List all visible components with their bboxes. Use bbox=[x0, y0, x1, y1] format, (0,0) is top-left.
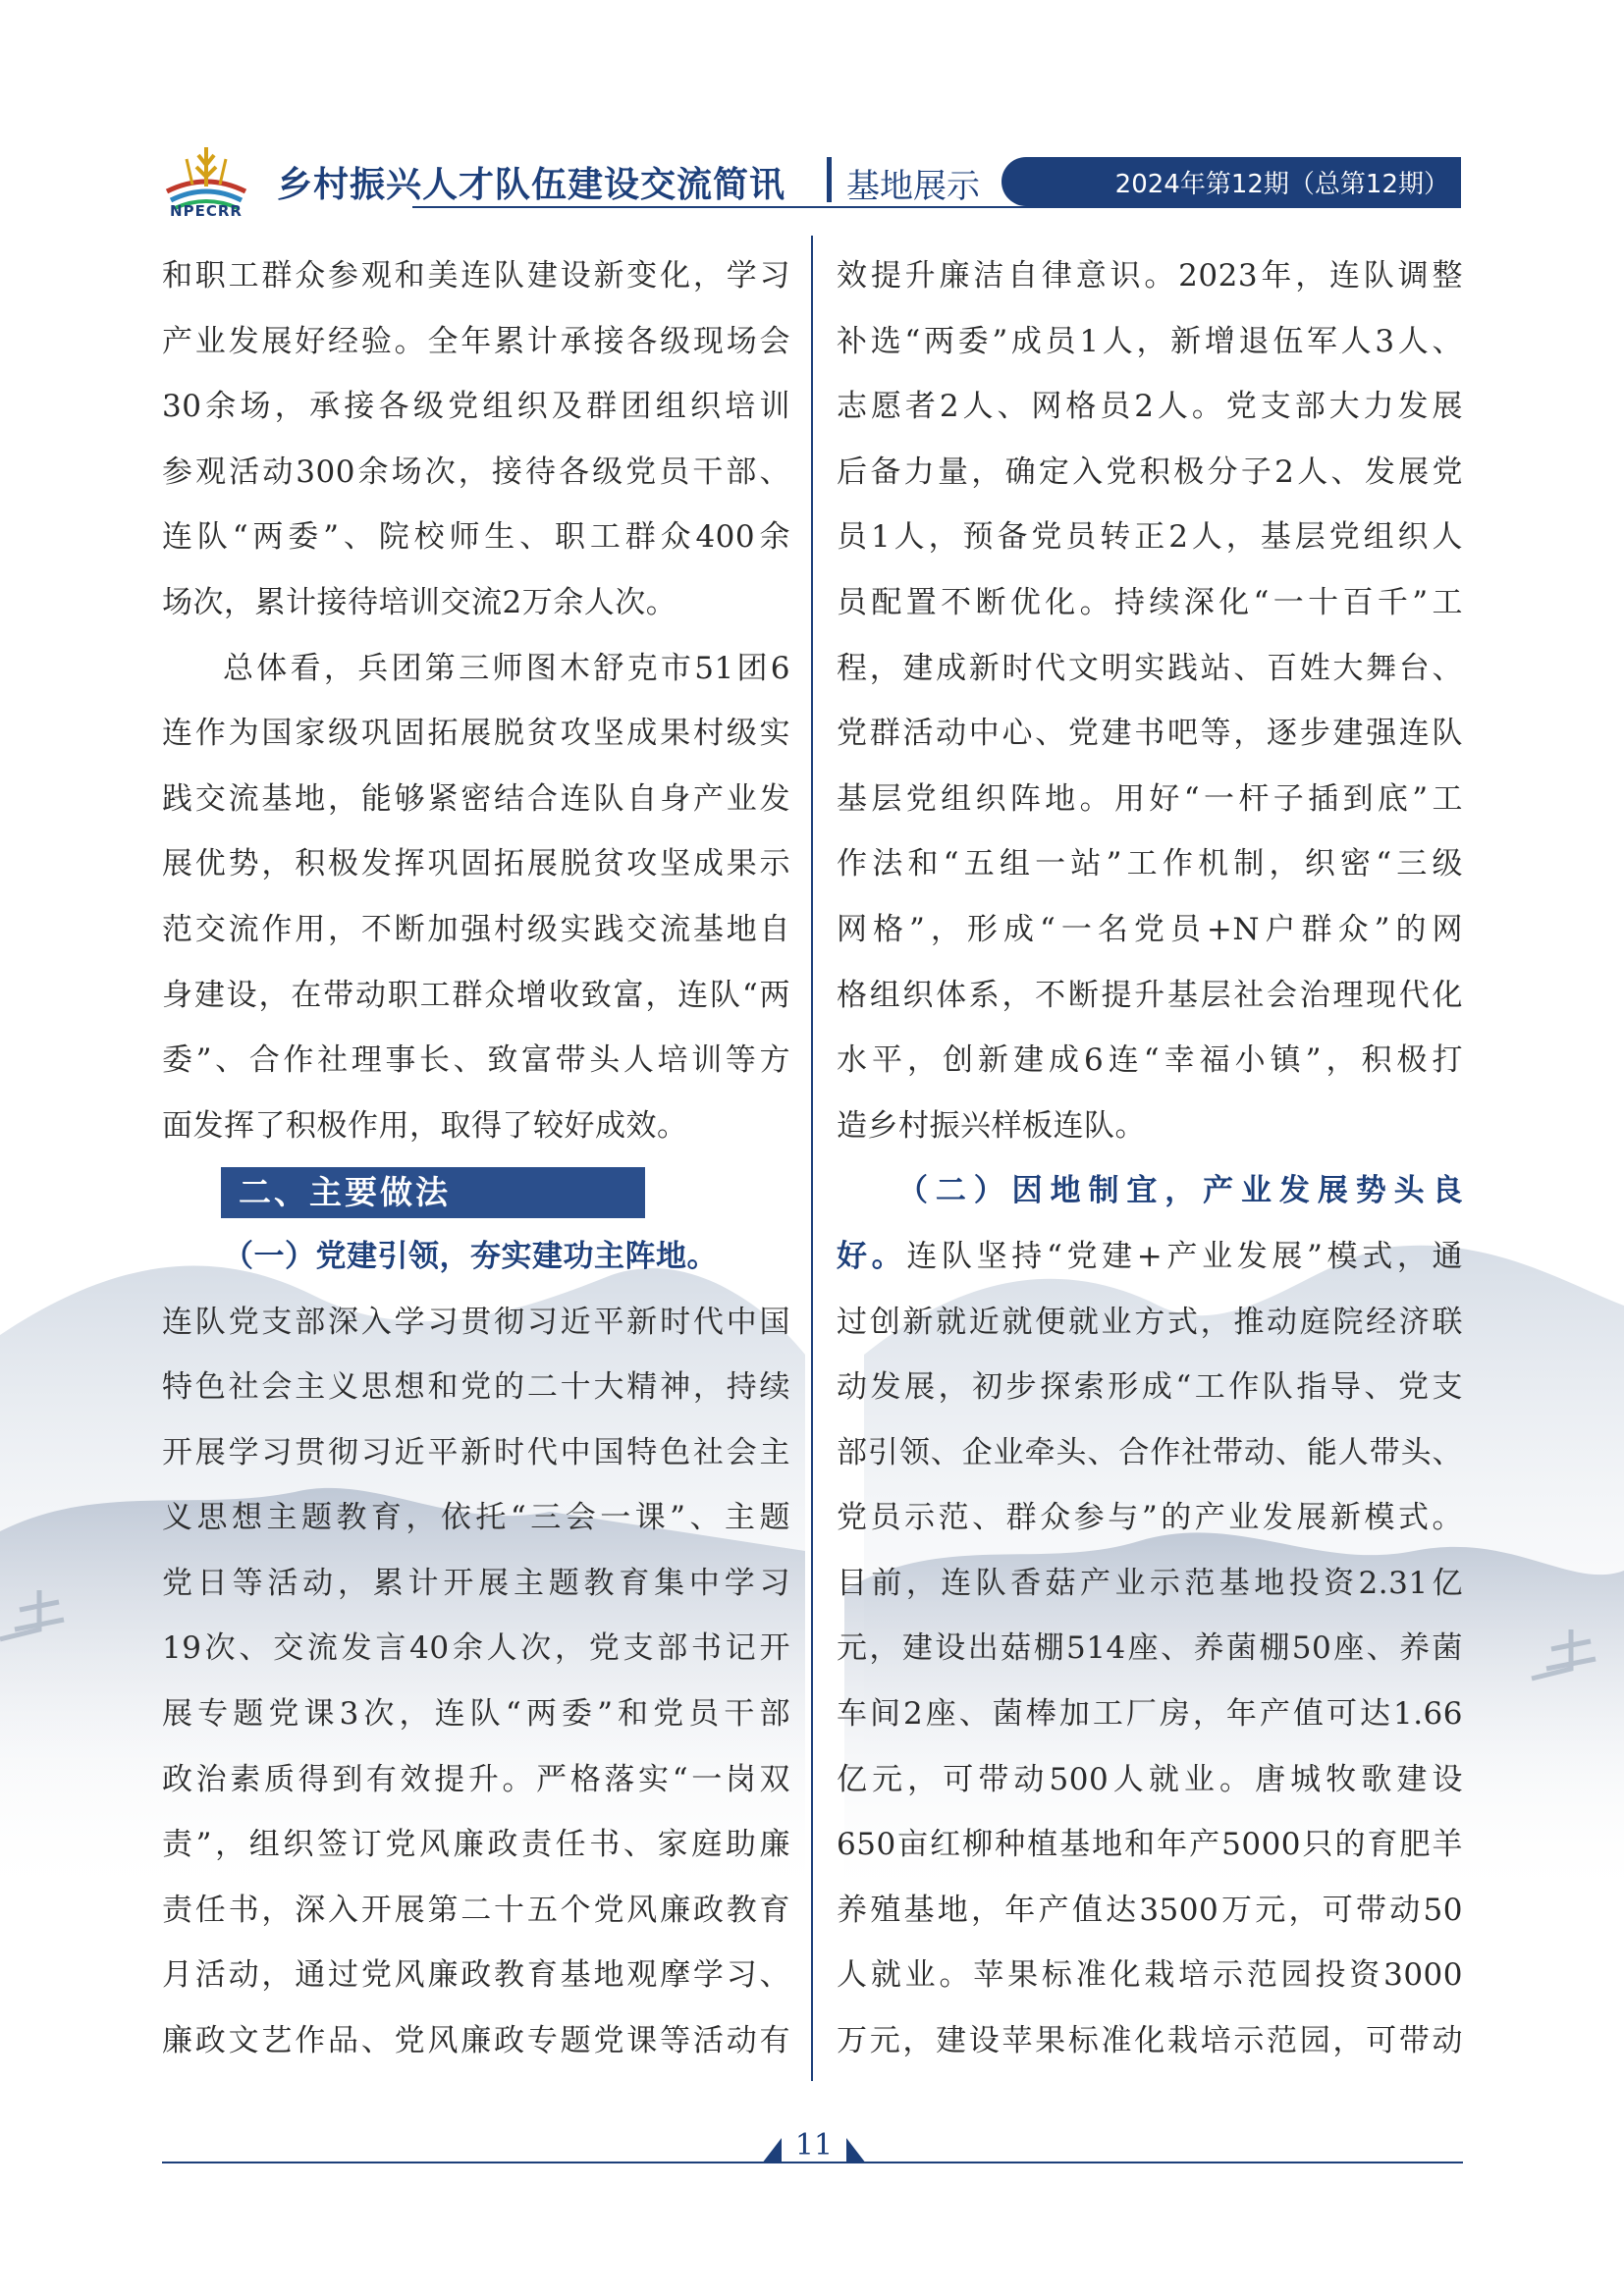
text-line: 目前，连队香菇产业示范基地投资2.31亿 bbox=[837, 1565, 1463, 1601]
text-line: 政治素质得到有效提升。严格落实“一岗双 bbox=[162, 1761, 790, 1797]
text-line: 动发展，初步探索形成“工作队指导、党支 bbox=[837, 1369, 1463, 1406]
text-span: 连队坚持“党建+产业发展”模式，通 bbox=[906, 1238, 1464, 1274]
text-line: 员1人，预备党员转正2人，基层党组织人 bbox=[837, 519, 1463, 556]
text-line: 月活动，通过党风廉政教育基地观摩学习、 bbox=[162, 1957, 790, 1994]
text-line: 委”、合作社理事长、致富带头人培训等方 bbox=[162, 1042, 790, 1079]
page-number-badge bbox=[760, 2128, 868, 2165]
text-line: 场次，累计接待培训交流2万余人次。 bbox=[162, 584, 677, 620]
text-line: 格组织体系，不断提升基层社会治理现代化 bbox=[837, 977, 1463, 1013]
text-line: 特色社会主义思想和党的二十大精神，持续 bbox=[162, 1369, 790, 1406]
text-line: 总体看，兵团第三师图木舒克市51团6 bbox=[223, 650, 790, 686]
section-heading bbox=[162, 1158, 790, 1224]
title-separator bbox=[827, 157, 832, 202]
text-line: 党日等活动，累计开展主题教育集中学习 bbox=[162, 1565, 790, 1601]
subheading-tail: 好。 bbox=[837, 1238, 907, 1274]
text-line: 后备力量，确定入党积极分子2人、发展党 bbox=[837, 454, 1463, 490]
text-line: 党群活动中心、党建书吧等，逐步建强连队 bbox=[837, 716, 1463, 752]
text-line: 展优势，积极发挥巩固拓展脱贫攻坚成果示 bbox=[162, 846, 790, 882]
text-line: 水平，创新建成6连“幸福小镇”，积极打 bbox=[837, 1042, 1463, 1079]
text-line: 养殖基地，年产值达3500万元，可带动50 bbox=[837, 1892, 1463, 1928]
logo-text: NPECRR bbox=[170, 202, 243, 220]
text-line: 19次、交流发言40余人次，党支部书记开 bbox=[162, 1630, 790, 1667]
text-line: 网格”，形成“一名党员+N户群众”的网 bbox=[837, 911, 1463, 947]
text-line: 参观活动300余场次，接待各级党员干部、 bbox=[162, 454, 790, 490]
text-line: 亿元，可带动500人就业。唐城牧歌建设 bbox=[837, 1761, 1463, 1797]
text-line: 效提升廉洁自律意识。2023年，连队调整 bbox=[837, 258, 1463, 294]
text-line: 部引领、企业牵头、合作社带动、能人带头、 bbox=[837, 1434, 1463, 1470]
text-line: 志愿者2人、网格员2人。党支部大力发展 bbox=[837, 389, 1463, 425]
publication-title: 乡村振兴人才队伍建设交流简讯 bbox=[277, 165, 786, 205]
text-line: 党员示范、群众参与”的产业发展新模式。 bbox=[837, 1500, 1463, 1536]
text-line: 范交流作用，不断加强村级实践交流基地自 bbox=[162, 911, 790, 947]
text-line: 补选“两委”成员1人，新增退伍军人3人、 bbox=[837, 323, 1463, 359]
issue-number: 2024年第12期（总第12期） bbox=[1114, 170, 1449, 199]
text-line: 责任书，深入开展第二十五个党风廉政教育 bbox=[162, 1892, 790, 1928]
text-line: 作法和“五组一站”工作机制，织密“三级 bbox=[837, 846, 1463, 882]
text-line bbox=[837, 1224, 1463, 1290]
text-line: 基层党组织阵地。用好“一杆子插到底”工 bbox=[837, 780, 1463, 817]
section-heading-box bbox=[221, 1167, 645, 1218]
column-divider bbox=[811, 236, 813, 2081]
text-line: 践交流基地，能够紧密结合连队自身产业发 bbox=[162, 780, 790, 817]
text-line: 义思想主题教育，依托“三会一课”、主题 bbox=[162, 1500, 790, 1536]
page-header bbox=[0, 0, 1624, 236]
subheading: （二）因地制宜，产业发展势头良 bbox=[897, 1173, 1463, 1209]
header-rule bbox=[412, 206, 1461, 208]
issue-banner bbox=[1001, 157, 1461, 206]
text-line: 开展学习贯彻习近平新时代中国特色社会主 bbox=[162, 1434, 790, 1470]
text-line: 连队党支部深入学习贯彻习近平新时代中国 bbox=[162, 1304, 790, 1340]
text-line: 和职工群众参观和美连队建设新变化，学习 bbox=[162, 258, 790, 294]
text-line: 连队“两委”、院校师生、职工群众400余 bbox=[162, 519, 790, 556]
text-line: 造乡村振兴样板连队。 bbox=[837, 1107, 1146, 1144]
text-line: 廉政文艺作品、党风廉政专题党课等活动有 bbox=[162, 2023, 790, 2059]
text-line: 过创新就近就便就业方式，推动庭院经济联 bbox=[837, 1304, 1463, 1340]
left-column bbox=[162, 243, 790, 2074]
text-line: 产业发展好经验。全年累计承接各级现场会 bbox=[162, 323, 790, 359]
text-line: 650亩红柳种植基地和年产5000只的育肥羊 bbox=[837, 1827, 1463, 1863]
page-number: 11 bbox=[794, 2128, 834, 2163]
text-line: 身建设，在带动职工群众增收致富，连队“两 bbox=[162, 977, 790, 1013]
section-heading-text: 二、主要做法 bbox=[239, 1173, 451, 1212]
text-line: 连作为国家级巩固拓展脱贫攻坚成果村级实 bbox=[162, 716, 790, 752]
text-line: 车间2座、菌棒加工厂房，年产值可达1.66 bbox=[837, 1696, 1463, 1733]
text-line: 展专题党课3次，连队“两委”和党员干部 bbox=[162, 1696, 790, 1733]
text-line: 人就业。苹果标准化栽培示范园投资3000 bbox=[837, 1957, 1463, 1994]
right-column bbox=[837, 243, 1463, 2074]
section-label: 基地展示 bbox=[846, 167, 980, 206]
text-line: 万元，建设苹果标准化栽培示范园，可带动 bbox=[837, 2023, 1463, 2059]
text-line: 30余场，承接各级党组织及群团组织培训 bbox=[162, 389, 790, 425]
text-line: 面发挥了积极作用，取得了较好成效。 bbox=[162, 1107, 688, 1144]
text-line: 员配置不断优化。持续深化“一十百千”工 bbox=[837, 584, 1463, 620]
text-line: 程，建成新时代文明实践站、百姓大舞台、 bbox=[837, 650, 1463, 686]
text-line: 元，建设出菇棚514座、养菌棚50座、养菌 bbox=[837, 1630, 1463, 1667]
text-line: 责”，组织签订党风廉政责任书、家庭助廉 bbox=[162, 1827, 790, 1863]
subheading: （一）党建引领，夯实建功主阵地。 bbox=[223, 1238, 718, 1274]
